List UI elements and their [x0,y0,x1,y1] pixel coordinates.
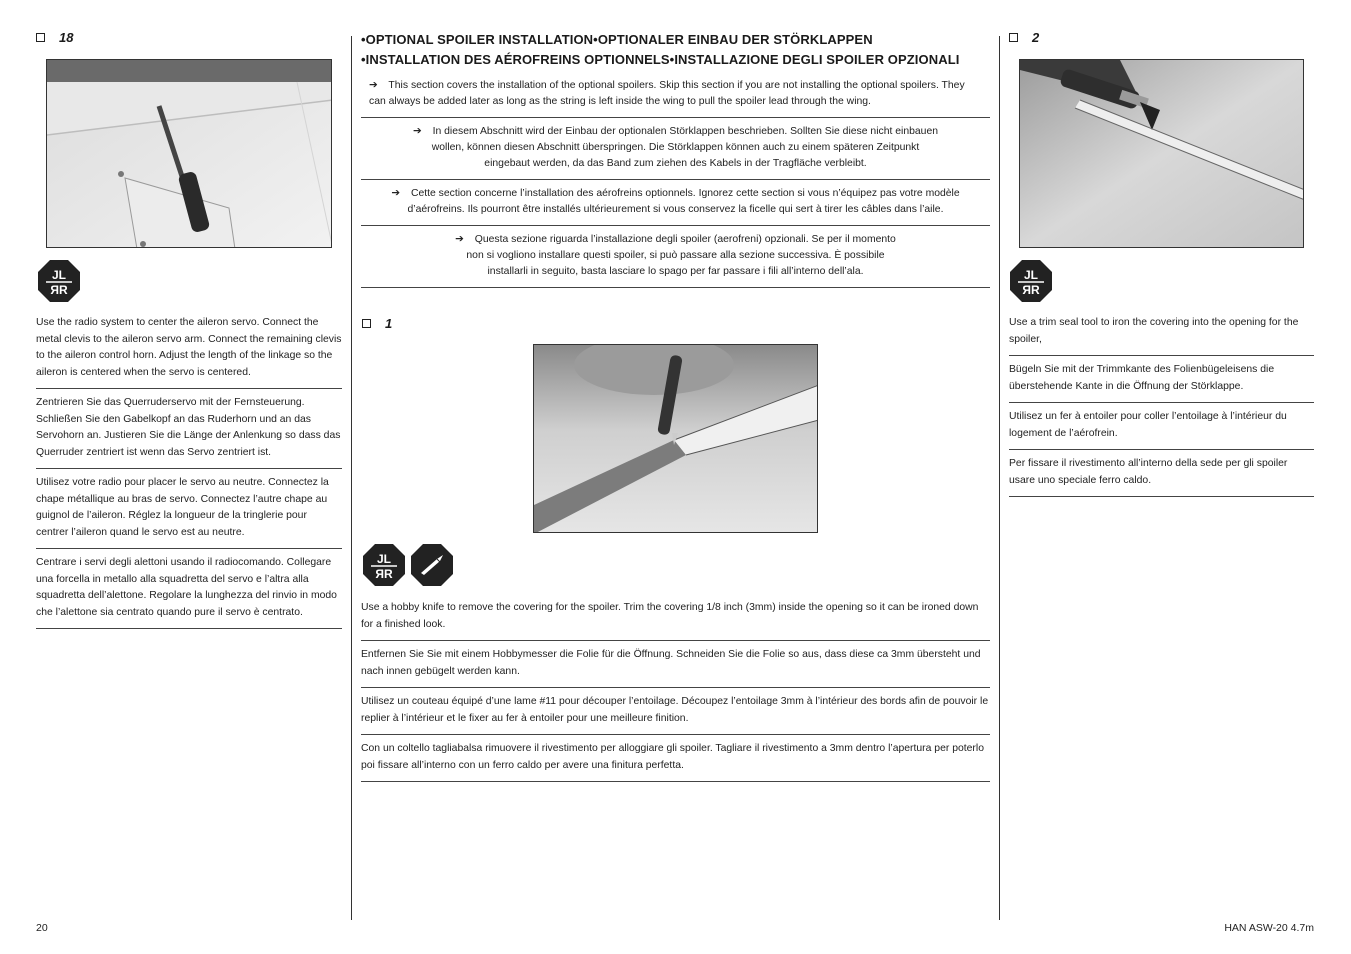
step-number: 2 [1032,30,1040,45]
step-checkbox[interactable] [362,319,371,328]
wing-servo-photo [46,59,332,248]
right-para-en: Use a trim seal tool to iron the covering into the opening for the spoiler, [1009,315,1314,356]
right-para-fr: Utilisez un fer à entoiler pour coller l’entoilage à l’intérieur du logement de l’aérofrein. [1009,403,1314,450]
trim-seal-tool-photo [1019,59,1304,248]
middle-para-de: Entfernen Sie Sie mit einem Hobbymesser die Folie für die Öffnung. Schneiden Sie die Folie so aus, dass diese ca 3mm übersteht und nach innen gebügelt werden kann. [361,641,990,688]
right-para-de: Bügeln Sie mit der Trimmkante des Folienbügeleisens die überstehende Kante in die Öffnung der Störklappe. [1009,356,1314,403]
intro-en-text: This section covers the installation of the optional spoilers. Skip this section if you are not installing the optional spoilers. They can always be added later as long as the string is left inside the wing to pull the spoiler lead through the wing. [369,80,965,107]
icon-letters-top: JL [51,268,67,282]
step-checkbox[interactable] [1009,33,1018,42]
icon-letters-top: JL [1023,268,1039,282]
left-para-fr: Utilisez votre radio pour placer le servo au neutre. Connectez la chape métallique au bras de servo. Connectez l’autre chape au guignol de l’aileron. Réglez la longueur de la tringlerie pour centrer l’aileron quand le servo est au neutre. [36,469,342,549]
arrow-icon: ➔ [369,80,378,91]
hobby-knife-icon [410,543,454,587]
jlrr-hands-icon [362,543,406,587]
hobby-knife-photo-art [534,345,818,533]
document-id: HAN ASW-20 4.7m [1224,922,1314,934]
step-2-label [1009,30,1039,45]
column-divider-right [999,36,1000,920]
step-number: 1 [385,316,393,331]
section-heading-line1: •OPTIONAL SPOILER INSTALLATION•OPTIONALER EINBAU DER STÖRKLAPPEN [361,32,873,47]
section-heading-line2: •INSTALLATION DES AÉROFREINS OPTIONNELS•INSTALLAZIONE DEGLI SPOILER OPZIONALI [361,52,960,67]
left-para-en: Use the radio system to center the aileron servo. Connect the metal clevis to the aileron servo arm. Connect the remaining clevis to the aileron control horn. Adjust the length of the linkage so the aileron is centered when the servo is centered. [36,315,342,389]
right-para-it: Per fissare il rivestimento all’interno della sede per gli spoiler usare uno speciale ferro caldo. [1009,450,1314,497]
step-number: 18 [59,30,74,45]
icon-letters-bottom: ЯR [1022,283,1040,297]
left-para-it: Centrare i servi degli alettoni usando il radiocomando. Collegare una forcella in metallo alla squadretta del servo e l’altra alla squadretta dell’alettone. Regolare la lunghezza del rinvio in modo che l’alettone sia centrato quando pure il servo è centrato. [36,549,342,629]
right-text-block [1009,315,1314,497]
left-text-block [36,315,342,629]
intro-en [361,78,990,118]
intro-de-text: In diesem Abschnitt wird der Einbau der optionalen Störklappen beschrieben. Sollten Sie diese nicht einbauen wollen, können diesen Abschnitt überspringen. Die Störklappen können auch zu einem späteren Zeitpunkt eingebaut werden, da das Band zum ziehen des Kabels in der Tragfläche verbleibt. [431,126,939,169]
jlrr-hands-icon [1009,259,1053,303]
page-number: 20 [36,922,48,934]
middle-para-fr: Utilisez un couteau équipé d’une lame #11 pour découper l’entoilage. Découpez l’entoilage 3mm à l’intérieur des bords afin de pouvoir le replier à l’intérieur et le fixer au fer à entoiler pour une meilleure finition. [361,688,990,735]
hobby-knife-photo [533,344,818,533]
trim-seal-tool-photo-art [1020,60,1304,248]
intro-de [361,118,990,180]
middle-para-en: Use a hobby knife to remove the covering for the spoiler. Trim the covering 1/8 inch (3mm) inside the opening so it can be ironed down for a finished look. [361,600,990,641]
intro-block [361,78,990,288]
intro-it-text: Questa sezione riguarda l’installazione degli spoiler (aerofreni) opzionali. Se per il momento non si vogliono installare questi spoiler, si può passare alla sezione successiva. È possibile installarli in seguito, basta lasciare lo spago per far passare i fili all’interno dell’ala. [466,234,896,277]
step-18-label [36,30,73,45]
column-divider-left [351,36,352,920]
wing-servo-photo-art [47,60,332,248]
left-para-de: Zentrieren Sie das Querruderservo mit der Fernsteuerung. Schließen Sie den Gabelkopf an das Ruderhorn und an das Servohorn an. Justieren Sie die Länge der Anlenkung so dass das Querruder zentriert ist wenn das Servo zentriert ist. [36,389,342,469]
step-1-label [362,316,392,331]
intro-fr-text: Cette section concerne l’installation des aérofreins optionnels. Ignorez cette section si vous n’équipez pas votre modèle d’aérofreins. Ils pourront être installés ultérieurement si vous conservez la ficelle qui sert à tirer les câbles dans l’aile. [407,188,960,215]
middle-para-it: Con un coltello tagliabalsa rimuovere il rivestimento per alloggiare gli spoiler. Tagliare il rivestimento a 3mm dentro l’apertura per poterlo poi fissare all’interno con un ferro caldo per avere una finitura perfetta. [361,735,990,782]
intro-it [361,226,990,288]
arrow-icon: ➔ [455,234,464,245]
arrow-icon: ➔ [391,188,401,199]
icon-letters-top: JL [376,552,392,566]
step-checkbox[interactable] [36,33,45,42]
jlrr-hands-icon [37,259,81,303]
intro-fr [361,180,990,226]
middle-text-block [361,600,990,782]
icon-letters-bottom: ЯR [50,283,68,297]
icon-letters-bottom: ЯR [375,567,393,581]
arrow-icon: ➔ [412,126,422,137]
section-heading [361,30,991,70]
